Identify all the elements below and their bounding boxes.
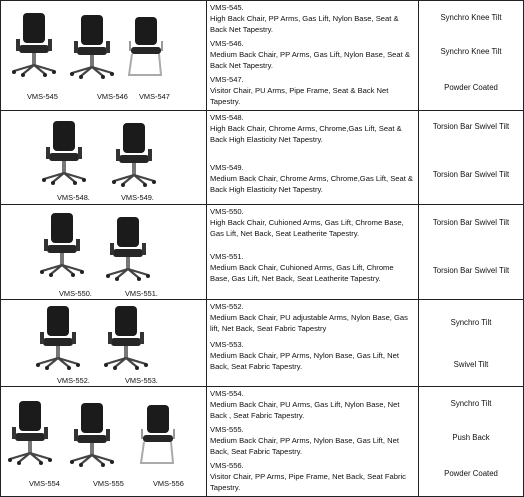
product-description: Medium Back Chair, PU adjustable Arms, Nylon Base, Gas lift, Net Back, Seat Fabric Tapestry — [210, 313, 408, 333]
model-number: VMS-555. — [210, 425, 244, 434]
chair-image — [109, 121, 159, 189]
product-feature: Swivel Tilt — [453, 360, 489, 369]
product-entry — [210, 339, 415, 372]
chair-image — [67, 13, 117, 81]
product-image-cell — [1, 111, 207, 205]
product-description: Visitor Chair, PP Arms, Pipe Frame, Net Back, Seat Fabric Tapestry. — [210, 472, 406, 492]
product-description: Medium Back Chair, PU Arms, Gas Lift, Nylon Base, Net Back , Seat Fabric Tapestry. — [210, 400, 400, 420]
chair-image — [121, 13, 171, 81]
model-number: VMS-550. — [210, 207, 244, 216]
product-description-cell — [207, 1, 419, 111]
chair-image — [103, 215, 153, 283]
product-entry — [210, 460, 415, 493]
product-feature: Powder Coated — [444, 469, 498, 478]
product-entry — [210, 251, 415, 284]
product-caption: VMS-556 — [153, 479, 184, 488]
product-description: Medium Back Chair, Cuhioned Arms, Gas Lift, Chrome Base, Gas Lift, Net Back, Seat Leatherite Tapestry. — [210, 263, 394, 283]
product-caption: VMS-549. — [121, 193, 154, 202]
catalog-row — [1, 205, 524, 300]
product-description: Medium Back Chair, PP Arms, Gas Lift, Nylon Base, Seat & Back Net Tapestry. — [210, 50, 410, 70]
product-caption: VMS-554 — [29, 479, 60, 488]
model-number: VMS-549. — [210, 163, 244, 172]
product-caption: VMS-550. — [59, 289, 92, 298]
product-image-cell — [1, 300, 207, 387]
product-entry — [210, 206, 415, 239]
model-number: VMS-545. — [210, 3, 244, 12]
product-entry — [210, 424, 415, 457]
catalog-row — [1, 111, 524, 205]
chair-image — [37, 211, 87, 279]
product-description-cell — [207, 111, 419, 205]
model-number: VMS-554. — [210, 389, 244, 398]
catalog-row — [1, 1, 524, 111]
product-feature-cell — [419, 387, 524, 497]
product-entry — [210, 112, 415, 145]
model-number: VMS-546. — [210, 39, 244, 48]
product-description: High Back Chair, Cuhioned Arms, Gas Lift, Chrome Base, Gas Lift, Net Back, Seat Leatherite Tapestry. — [210, 218, 404, 238]
product-caption: VMS-555 — [93, 479, 124, 488]
product-caption: VMS-551. — [125, 289, 158, 298]
catalog-row — [1, 387, 524, 497]
model-number: VMS-552. — [210, 302, 244, 311]
model-number: VMS-548. — [210, 113, 244, 122]
product-feature: Synchro Tilt — [450, 399, 492, 408]
product-description: High Back Chair, PP Arms, Gas Lift, Nylon Base, Seat & Back Net Tapestry. — [210, 14, 399, 34]
product-feature-cell — [419, 205, 524, 300]
chair-image — [9, 11, 59, 79]
model-number: VMS-556. — [210, 461, 244, 470]
product-feature: Torsion Bar Swivel Tilt — [432, 218, 510, 227]
product-feature: Torsion Bar Swivel Tilt — [432, 266, 510, 275]
chair-image — [5, 399, 55, 467]
product-description: Medium Back Chair, PP Arms, Nylon Base, Gas Lift, Net Back, Seat Fabric Tapestry. — [210, 351, 399, 371]
chair-image — [67, 401, 117, 469]
product-feature: Push Back — [452, 433, 490, 442]
product-entry — [210, 38, 415, 71]
product-feature-cell — [419, 111, 524, 205]
model-number: VMS-551. — [210, 252, 244, 261]
chair-image — [33, 304, 83, 372]
product-feature-cell — [419, 300, 524, 387]
product-description-cell — [207, 205, 419, 300]
product-feature-cell — [419, 1, 524, 111]
product-entry — [210, 74, 415, 107]
product-feature: Synchro Knee Tilt — [440, 13, 502, 22]
product-image-cell — [1, 205, 207, 300]
chair-image — [101, 304, 151, 372]
product-feature: Torsion Bar Swivel Tilt — [432, 122, 510, 131]
product-feature: Synchro Tilt — [450, 318, 492, 327]
product-entry — [210, 2, 415, 35]
product-entry — [210, 388, 415, 421]
product-caption: VMS-553. — [125, 376, 158, 385]
product-description: Medium Back Chair, PP Arms, Nylon Base, Gas Lift, Net Back, Seat Fabric Tapestry. — [210, 436, 399, 456]
model-number: VMS-547. — [210, 75, 244, 84]
product-feature: Torsion Bar Swivel Tilt — [432, 170, 510, 179]
product-feature: Synchro Knee Tilt — [440, 47, 502, 56]
catalog-row — [1, 300, 524, 387]
product-description: High Back Chair, Chrome Arms, Chrome,Gas Lift, Seat & Back High Elasticity Net Tapestry. — [210, 124, 402, 144]
product-entry — [210, 301, 415, 334]
model-number: VMS-553. — [210, 340, 244, 349]
product-description: Visitor Chair, PU Arms, Pipe Frame, Seat & Back Net Tapestry. — [210, 86, 389, 106]
product-caption: VMS-546 — [97, 92, 128, 101]
product-caption: VMS-552. — [57, 376, 90, 385]
product-caption: VMS-545 — [27, 92, 58, 101]
product-image-cell — [1, 387, 207, 497]
product-image-cell — [1, 1, 207, 111]
chair-image — [133, 401, 183, 469]
product-caption: VMS-547 — [139, 92, 170, 101]
chair-image — [39, 119, 89, 187]
product-description-cell — [207, 387, 419, 497]
product-feature: Powder Coated — [444, 83, 498, 92]
product-entry — [210, 162, 415, 195]
product-caption: VMS-548. — [57, 193, 90, 202]
product-description: Medium Back Chair, Chrome Arms, Chrome,Gas Lift, Seat & Back High Elasticity Net Tapestry. — [210, 174, 413, 194]
product-description-cell — [207, 300, 419, 387]
